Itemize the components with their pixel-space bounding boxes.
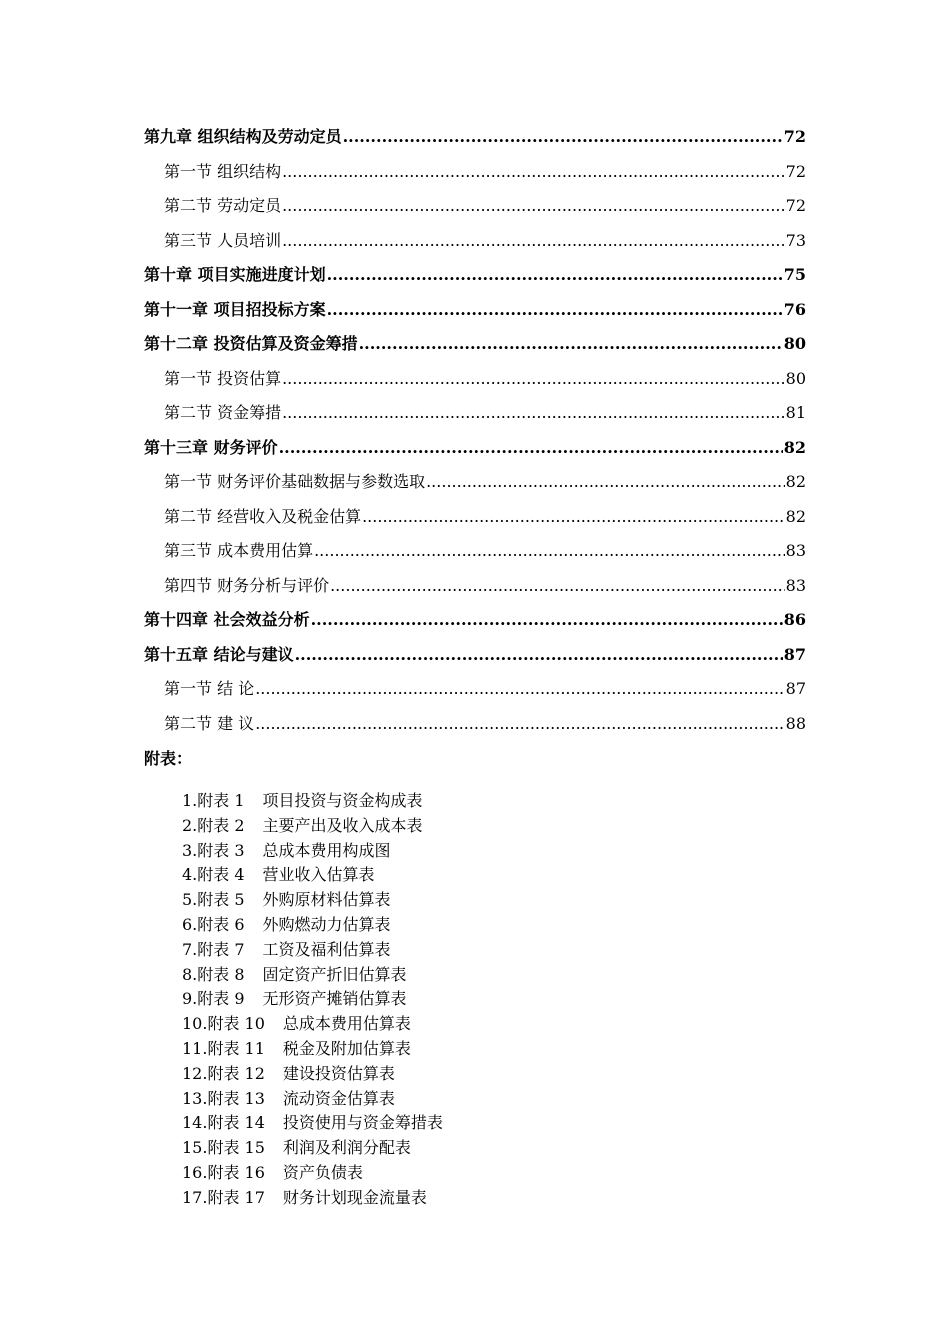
toc-entry-label: 第一节 结 论 bbox=[164, 679, 255, 698]
appendix-item-name: 附表 2 bbox=[197, 815, 245, 835]
appendix-item-title: 固定资产折旧估算表 bbox=[262, 964, 407, 984]
appendix-item-title: 流动资金估算表 bbox=[282, 1088, 395, 1108]
toc-chapter-entry[interactable] bbox=[144, 258, 806, 293]
toc-dot-leader bbox=[255, 672, 784, 707]
appendix-item-number: 5. bbox=[182, 890, 198, 910]
toc-page-number: 88 bbox=[785, 713, 806, 733]
appendix-item bbox=[182, 1012, 443, 1037]
appendix-item-number: 16. bbox=[182, 1162, 208, 1182]
toc-entry-label: 第十三章 财务评价 bbox=[144, 437, 278, 457]
appendix-item bbox=[182, 789, 443, 814]
appendix-item-number: 10. bbox=[182, 1014, 208, 1034]
appendix-item-name: 附表 12 bbox=[207, 1063, 265, 1083]
toc-dot-leader bbox=[327, 258, 783, 293]
appendix-item bbox=[182, 1111, 443, 1136]
appendix-item-number: 6. bbox=[182, 914, 198, 934]
toc-entry-label: 第一节 投资估算 bbox=[164, 368, 282, 388]
toc-entry-label: 第三节 人员培训 bbox=[164, 230, 282, 250]
appendix-item-name: 附表 4 bbox=[197, 865, 245, 885]
appendix-item-number: 12. bbox=[182, 1063, 208, 1083]
appendix-item bbox=[182, 938, 443, 963]
appendix-item-number: 11. bbox=[182, 1038, 208, 1058]
toc-entry-label: 第二节 资金筹措 bbox=[164, 403, 282, 422]
toc-section-entry[interactable] bbox=[144, 569, 806, 604]
appendix-item-title: 营业收入估算表 bbox=[262, 865, 375, 885]
toc-dot-leader bbox=[282, 155, 785, 190]
toc-entry-label: 第十一章 项目招投标方案 bbox=[144, 299, 326, 319]
toc-chapter-entry[interactable] bbox=[144, 293, 806, 328]
toc-page-number: 72 bbox=[785, 161, 806, 181]
toc-page-number: 73 bbox=[785, 230, 806, 250]
appendix-item-title: 无形资产摊销估算表 bbox=[262, 989, 407, 1009]
toc-section-entry[interactable] bbox=[144, 189, 806, 224]
toc-entry-label: 第二节 建 议 bbox=[164, 713, 255, 733]
appendix-item-title: 税金及附加估算表 bbox=[282, 1038, 411, 1058]
toc-section-entry[interactable] bbox=[144, 465, 806, 500]
toc-section-entry[interactable] bbox=[144, 396, 806, 431]
appendix-item bbox=[182, 1186, 443, 1211]
appendix-item-number: 17. bbox=[182, 1187, 208, 1207]
appendix-item-name: 附表 6 bbox=[197, 914, 245, 934]
appendix-item-title: 外购原材料估算表 bbox=[262, 890, 391, 910]
toc-dot-leader bbox=[426, 465, 785, 500]
toc-dot-leader bbox=[295, 638, 783, 673]
appendix-item bbox=[182, 1136, 443, 1161]
toc-entry-label: 第十二章 投资估算及资金筹措 bbox=[144, 334, 358, 353]
toc-dot-leader bbox=[279, 431, 783, 466]
table-of-contents bbox=[144, 120, 806, 741]
appendix-item-name: 附表 8 bbox=[197, 964, 245, 984]
appendix-item-title: 投资使用与资金筹措表 bbox=[282, 1113, 443, 1133]
appendix-item-name: 附表 16 bbox=[207, 1162, 265, 1182]
appendix-item-name: 附表 11 bbox=[207, 1038, 265, 1058]
toc-dot-leader bbox=[311, 603, 783, 638]
toc-page-number: 82 bbox=[785, 472, 806, 491]
appendix-item-name: 附表 13 bbox=[207, 1088, 265, 1108]
appendix-item-number: 3. bbox=[182, 840, 198, 860]
appendix-item bbox=[182, 888, 443, 913]
toc-entry-label: 第四节 财务分析与评价 bbox=[164, 575, 330, 595]
appendix-item bbox=[182, 987, 443, 1012]
appendix-item-title: 利润及利润分配表 bbox=[282, 1138, 411, 1158]
toc-page-number: 82 bbox=[785, 506, 806, 526]
toc-page-number: 72 bbox=[783, 127, 806, 146]
appendix-item bbox=[182, 1062, 443, 1087]
toc-section-entry[interactable] bbox=[144, 707, 806, 742]
toc-page-number: 87 bbox=[785, 679, 806, 698]
toc-entry-label: 第二节 经营收入及税金估算 bbox=[164, 506, 362, 526]
appendix-item-title: 总成本费用估算表 bbox=[282, 1014, 411, 1034]
toc-dot-leader bbox=[362, 500, 785, 535]
toc-page-number: 83 bbox=[785, 541, 806, 560]
appendix-item bbox=[182, 913, 443, 938]
toc-page-number: 76 bbox=[783, 299, 806, 319]
appendix-item-title: 主要产出及收入成本表 bbox=[262, 815, 423, 835]
appendix-item-name: 附表 17 bbox=[207, 1187, 265, 1207]
appendix-item-number: 1. bbox=[182, 791, 198, 810]
toc-dot-leader bbox=[282, 362, 785, 397]
appendix-item-number: 13. bbox=[182, 1088, 208, 1108]
toc-page-number: 83 bbox=[785, 575, 806, 595]
toc-page-number: 82 bbox=[783, 437, 806, 457]
appendix-item-name: 附表 5 bbox=[197, 890, 245, 910]
toc-entry-label: 第十章 项目实施进度计划 bbox=[144, 265, 326, 284]
appendix-item bbox=[182, 1037, 443, 1062]
toc-dot-leader bbox=[282, 189, 785, 224]
toc-section-entry[interactable] bbox=[144, 534, 806, 569]
toc-chapter-entry[interactable] bbox=[144, 120, 806, 155]
appendix-item-number: 14. bbox=[182, 1113, 208, 1133]
appendix-item bbox=[182, 963, 443, 988]
appendix-item-number: 9. bbox=[182, 989, 198, 1009]
appendix-item bbox=[182, 839, 443, 864]
toc-page-number: 80 bbox=[783, 334, 806, 353]
toc-chapter-entry[interactable] bbox=[144, 431, 806, 466]
appendix-item bbox=[182, 1161, 443, 1186]
toc-page-number: 86 bbox=[783, 610, 806, 629]
appendix-item-number: 2. bbox=[182, 815, 198, 835]
appendix-item bbox=[182, 863, 443, 888]
toc-section-entry[interactable] bbox=[144, 362, 806, 397]
appendix-item-number: 4. bbox=[182, 865, 198, 885]
appendix-item-title: 外购燃动力估算表 bbox=[262, 914, 391, 934]
toc-section-entry[interactable] bbox=[144, 500, 806, 535]
toc-page-number: 81 bbox=[785, 403, 806, 422]
toc-section-entry[interactable] bbox=[144, 672, 806, 707]
toc-chapter-entry[interactable] bbox=[144, 603, 806, 638]
appendix-item-name: 附表 1 bbox=[197, 791, 245, 810]
appendix-item bbox=[182, 814, 443, 839]
toc-chapter-entry[interactable] bbox=[144, 327, 806, 362]
appendix-item-number: 8. bbox=[182, 964, 198, 984]
appendix-item-name: 附表 3 bbox=[197, 840, 245, 860]
toc-page-number: 87 bbox=[783, 644, 806, 664]
appendix-item-name: 附表 9 bbox=[197, 989, 245, 1009]
toc-section-entry[interactable] bbox=[144, 224, 806, 259]
toc-dot-leader bbox=[327, 293, 783, 328]
appendix-title: 附表： bbox=[144, 749, 193, 768]
toc-dot-leader bbox=[343, 120, 783, 155]
appendix-item-title: 工资及福利估算表 bbox=[262, 939, 391, 959]
appendix-item-title: 建设投资估算表 bbox=[282, 1063, 395, 1083]
toc-page-number: 75 bbox=[783, 265, 806, 284]
toc-dot-leader bbox=[359, 327, 783, 362]
appendix-item bbox=[182, 1087, 443, 1112]
toc-entry-label: 第十四章 社会效益分析 bbox=[144, 610, 310, 629]
appendix-item-number: 7. bbox=[182, 939, 198, 959]
toc-entry-label: 第九章 组织结构及劳动定员 bbox=[144, 127, 342, 146]
toc-page-number: 80 bbox=[785, 368, 806, 388]
toc-dot-leader bbox=[282, 224, 785, 259]
toc-chapter-entry[interactable] bbox=[144, 638, 806, 673]
appendix-item-title: 资产负债表 bbox=[282, 1162, 363, 1182]
appendix-list bbox=[182, 789, 443, 1211]
toc-entry-label: 第一节 财务评价基础数据与参数选取 bbox=[164, 472, 426, 491]
toc-dot-leader bbox=[330, 569, 785, 604]
appendix-item-title: 项目投资与资金构成表 bbox=[262, 791, 423, 810]
toc-dot-leader bbox=[314, 534, 785, 569]
appendix-item-name: 附表 10 bbox=[207, 1014, 265, 1034]
toc-entry-label: 第一节 组织结构 bbox=[164, 161, 282, 181]
appendix-item-name: 附表 7 bbox=[197, 939, 245, 959]
toc-dot-leader bbox=[282, 396, 785, 431]
appendix-item-title: 总成本费用构成图 bbox=[262, 840, 391, 860]
appendix-item-name: 附表 15 bbox=[207, 1138, 265, 1158]
toc-entry-label: 第二节 劳动定员 bbox=[164, 196, 282, 215]
toc-page-number: 72 bbox=[785, 196, 806, 215]
appendix-item-title: 财务计划现金流量表 bbox=[282, 1187, 427, 1207]
toc-dot-leader bbox=[255, 707, 784, 742]
appendix-item-number: 15. bbox=[182, 1138, 208, 1158]
toc-entry-label: 第三节 成本费用估算 bbox=[164, 541, 314, 560]
appendix-item-name: 附表 14 bbox=[207, 1113, 265, 1133]
toc-entry-label: 第十五章 结论与建议 bbox=[144, 644, 294, 664]
toc-section-entry[interactable] bbox=[144, 155, 806, 190]
